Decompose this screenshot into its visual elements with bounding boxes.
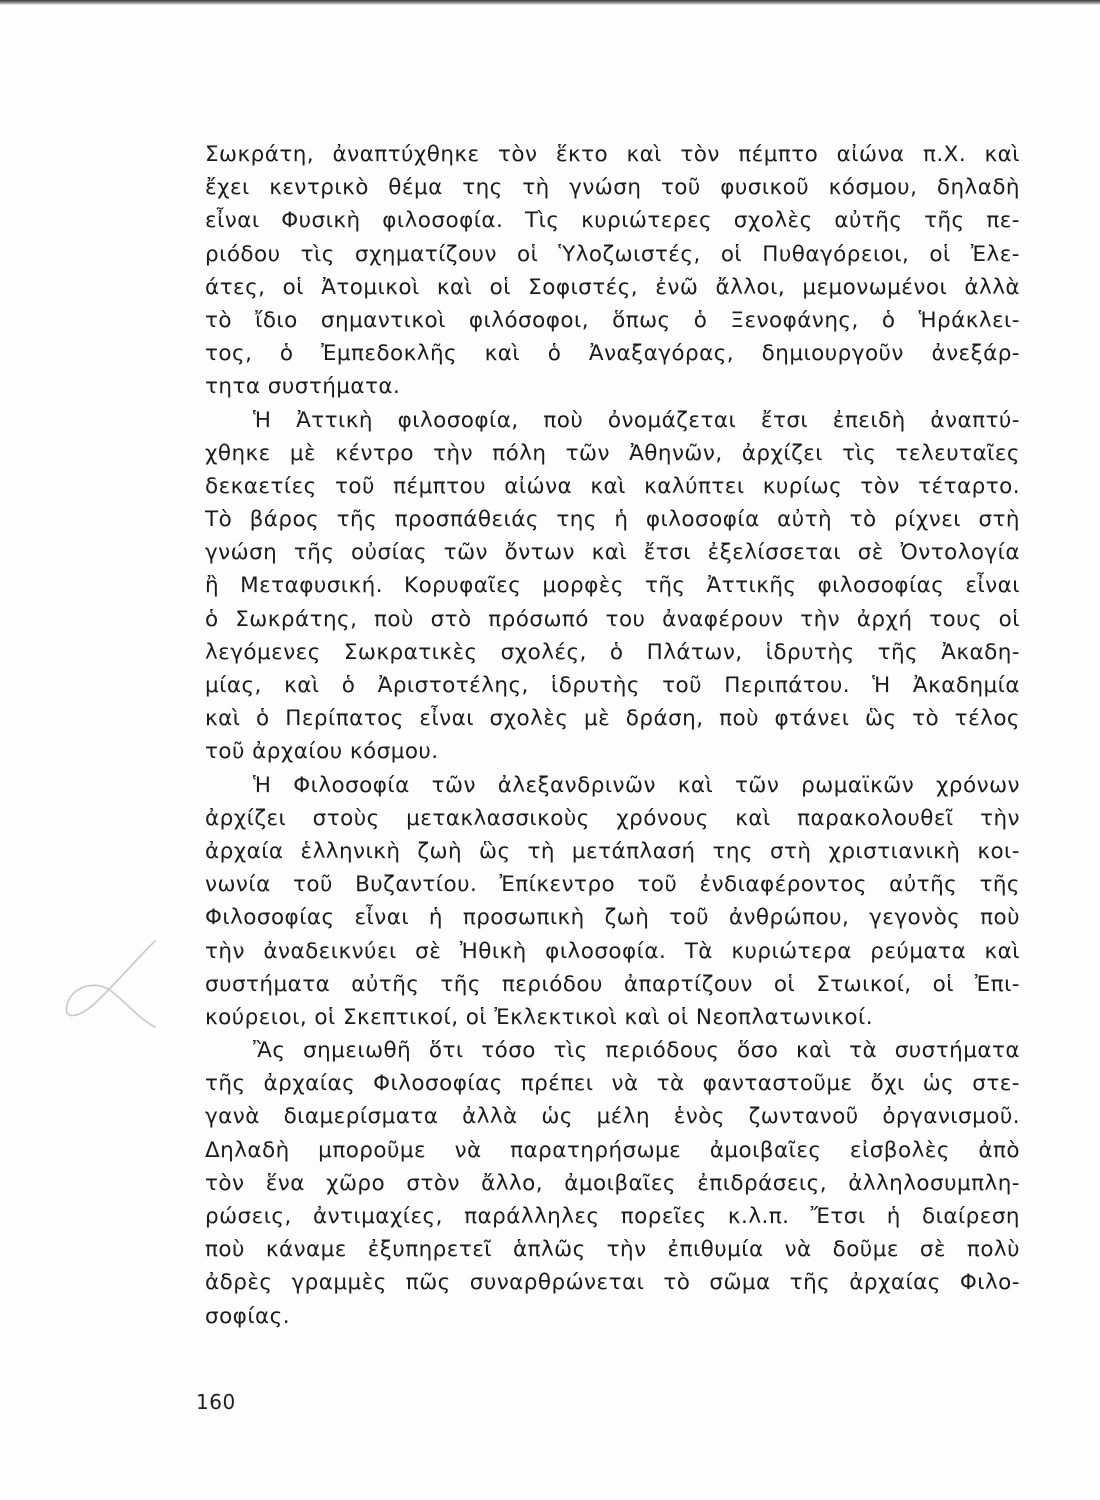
text-line: τὸ ἴδιο σημαντικοὶ φιλόσοφοι, ὅπως ὁ Ξενοφάνης, ὁ Ἡράκλει- (205, 307, 1020, 333)
body-text (205, 138, 1020, 1333)
text-line: γνώση τῆς οὐσίας τῶν ὄντων καὶ ἔτσι ἐξελίσσεται σὲ Ὀντολογία (205, 540, 1020, 566)
text-line: Φιλοσοφίας εἶναι ἡ προσωπικὴ ζωὴ τοῦ ἀνθρώπου, γεγονὸς ποὺ (205, 905, 1020, 931)
text-line: τος, ὁ Ἐμπεδοκλῆς καὶ ὁ Ἀναξαγόρας, δημιουργοῦν ἀνεξάρ- (205, 341, 1020, 367)
text-line: ὁ Σωκράτης, ποὺ στὸ πρόσωπό του ἀναφέρουν τὴν ἀρχή τους οἱ (205, 606, 1020, 632)
text-line: άτες, οἱ Ἀτομικοὶ καὶ οἱ Σοφιστές, ἐνῶ ἄλλοι, μεμονωμένοι ἀλλὰ (205, 274, 1020, 300)
text-line: ἀρχαία ἑλληνικὴ ζωὴ ὣς τὴ μετάπλασή της στὴ χριστιανικὴ κοι- (205, 838, 1020, 864)
text-line: ρώσεις, ἀντιμαχίες, παράλληλες πορεῖες κ.λ.π. Ἔτσι ἡ διαίρεση (205, 1204, 1020, 1229)
text-line: ἢ Μεταφυσική. Κορυφαῖες μορφὲς τῆς Ἀττικῆς φιλοσοφίας εἶναι (205, 573, 1020, 599)
text-line: συστήματα αὐτῆς τῆς περιόδου ἀπαρτίζουν οἱ Στωικοί, οἱ Ἐπι- (205, 971, 1020, 997)
text-line: ριόδου τὶς σχηματίζουν οἱ Ὑλοζωιστές, οἱ Πυθαγόρειοι, οἱ Ἐλε- (205, 241, 1020, 267)
page-number: 160 (196, 1390, 236, 1414)
text-line: τοῦ ἀρχαίου κόσμου. (205, 739, 439, 765)
pencil-mark-icon (55, 935, 165, 1035)
text-line: Τὸ βάρος τῆς προσπάθειάς της ἡ φιλοσοφία αὐτὴ τὸ ρίχνει στὴ (205, 507, 1020, 533)
text-line: λεγόμενες Σωκρατικὲς σχολές, ὁ Πλάτων, ἱδρυτὴς τῆς Ἀκαδη- (205, 639, 1020, 665)
text-line: ἔχει κεντρικὸ θέμα της τὴ γνώση τοῦ φυσικοῦ κόσμου, δηλαδὴ (205, 175, 1020, 201)
paragraph-first-line: Ἡ Ἀττικὴ φιλοσοφία, ποὺ ὀνομάζεται ἔτσι ἐπειδὴ ἀναπτύ- (253, 407, 1020, 433)
text-line: κούρειοι, οἱ Σκεπτικοί, οἱ Ἐκλεκτικοὶ καὶ οἱ Νεοπλατωνικοί. (205, 1004, 874, 1030)
text-line: δεκαετίες τοῦ πέμπτου αἰώνα καὶ καλύπτει κυρίως τὸν τέταρτο. (205, 473, 1020, 499)
scan-top-edge (0, 0, 1100, 5)
text-line: Σωκράτη, ἀναπτύχθηκε τὸν ἕκτο καὶ τὸν πέμπτο αἰώνα π.Χ. καὶ (205, 142, 1020, 167)
text-line: μίας, καὶ ὁ Ἀριστοτέλης, ἱδρυτὴς τοῦ Περιπάτου. Ἡ Ἀκαδημία (205, 673, 1020, 698)
text-line: ἀδρὲς γραμμὲς πῶς συναρθρώνεται τὸ σῶμα τῆς ἀρχαίας Φιλο- (205, 1270, 1020, 1296)
paragraph-first-line: Ἡ Φιλοσοφία τῶν ἀλεξανδρινῶν καὶ τῶν ρωμαϊκῶν χρόνων (253, 772, 1020, 798)
text-line: Δηλαδὴ μποροῦμε νὰ παρατηρήσωμε ἀμοιβαῖες εἰσβολὲς ἀπὸ (205, 1137, 1020, 1163)
text-line: τητα συστήματα. (205, 374, 401, 400)
text-line: τῆς ἀρχαίας Φιλοσοφίας πρέπει νὰ τὰ φανταστοῦμε ὄχι ὡς στε- (205, 1071, 1020, 1097)
text-line: νωνία τοῦ Βυζαντίου. Ἐπίκεντρο τοῦ ἐνδιαφέροντος αὐτῆς τῆς (205, 872, 1020, 898)
text-line: τὸν ἕνα χῶρο στὸν ἄλλο, ἀμοιβαῖες ἐπιδράσεις, ἀλληλοσυμπλη- (205, 1170, 1020, 1196)
text-line: χθηκε μὲ κέντρο τὴν πόλη τῶν Ἀθηνῶν, ἀρχίζει τὶς τελευταῖες (205, 440, 1020, 466)
text-line: σοφίας. (205, 1303, 291, 1329)
text-line: γανὰ διαμερίσματα ἀλλὰ ὡς μέλη ἑνὸς ζωντανοῦ ὀργανισμοῦ. (205, 1104, 1020, 1130)
text-line: τὴν ἀναδεικνύει σὲ Ἠθικὴ φιλοσοφία. Τὰ κυριώτερα ρεύματα καὶ (205, 938, 1020, 964)
text-line: ἀρχίζει στοὺς μετακλασσικοὺς χρόνους καὶ παρακολουθεῖ τὴν (205, 805, 1020, 831)
text-line: καὶ ὁ Περίπατος εἶναι σχολὲς μὲ δράση, ποὺ φτάνει ὣς τὸ τέλος (205, 706, 1020, 732)
text-line: ποὺ κάναμε ἐξυπηρετεῖ ἁπλῶς τὴν ἐπιθυμία νὰ δοῦμε σὲ πολὺ (205, 1237, 1020, 1263)
paragraph-first-line: Ἂς σημειωθῆ ὅτι τόσο τὶς περιόδους ὅσο καὶ τὰ συστήματα (253, 1038, 1020, 1064)
text-line: εἶναι Φυσικὴ φιλοσοφία. Τὶς κυριώτερες σχολὲς αὐτῆς τῆς πε- (205, 208, 1020, 234)
